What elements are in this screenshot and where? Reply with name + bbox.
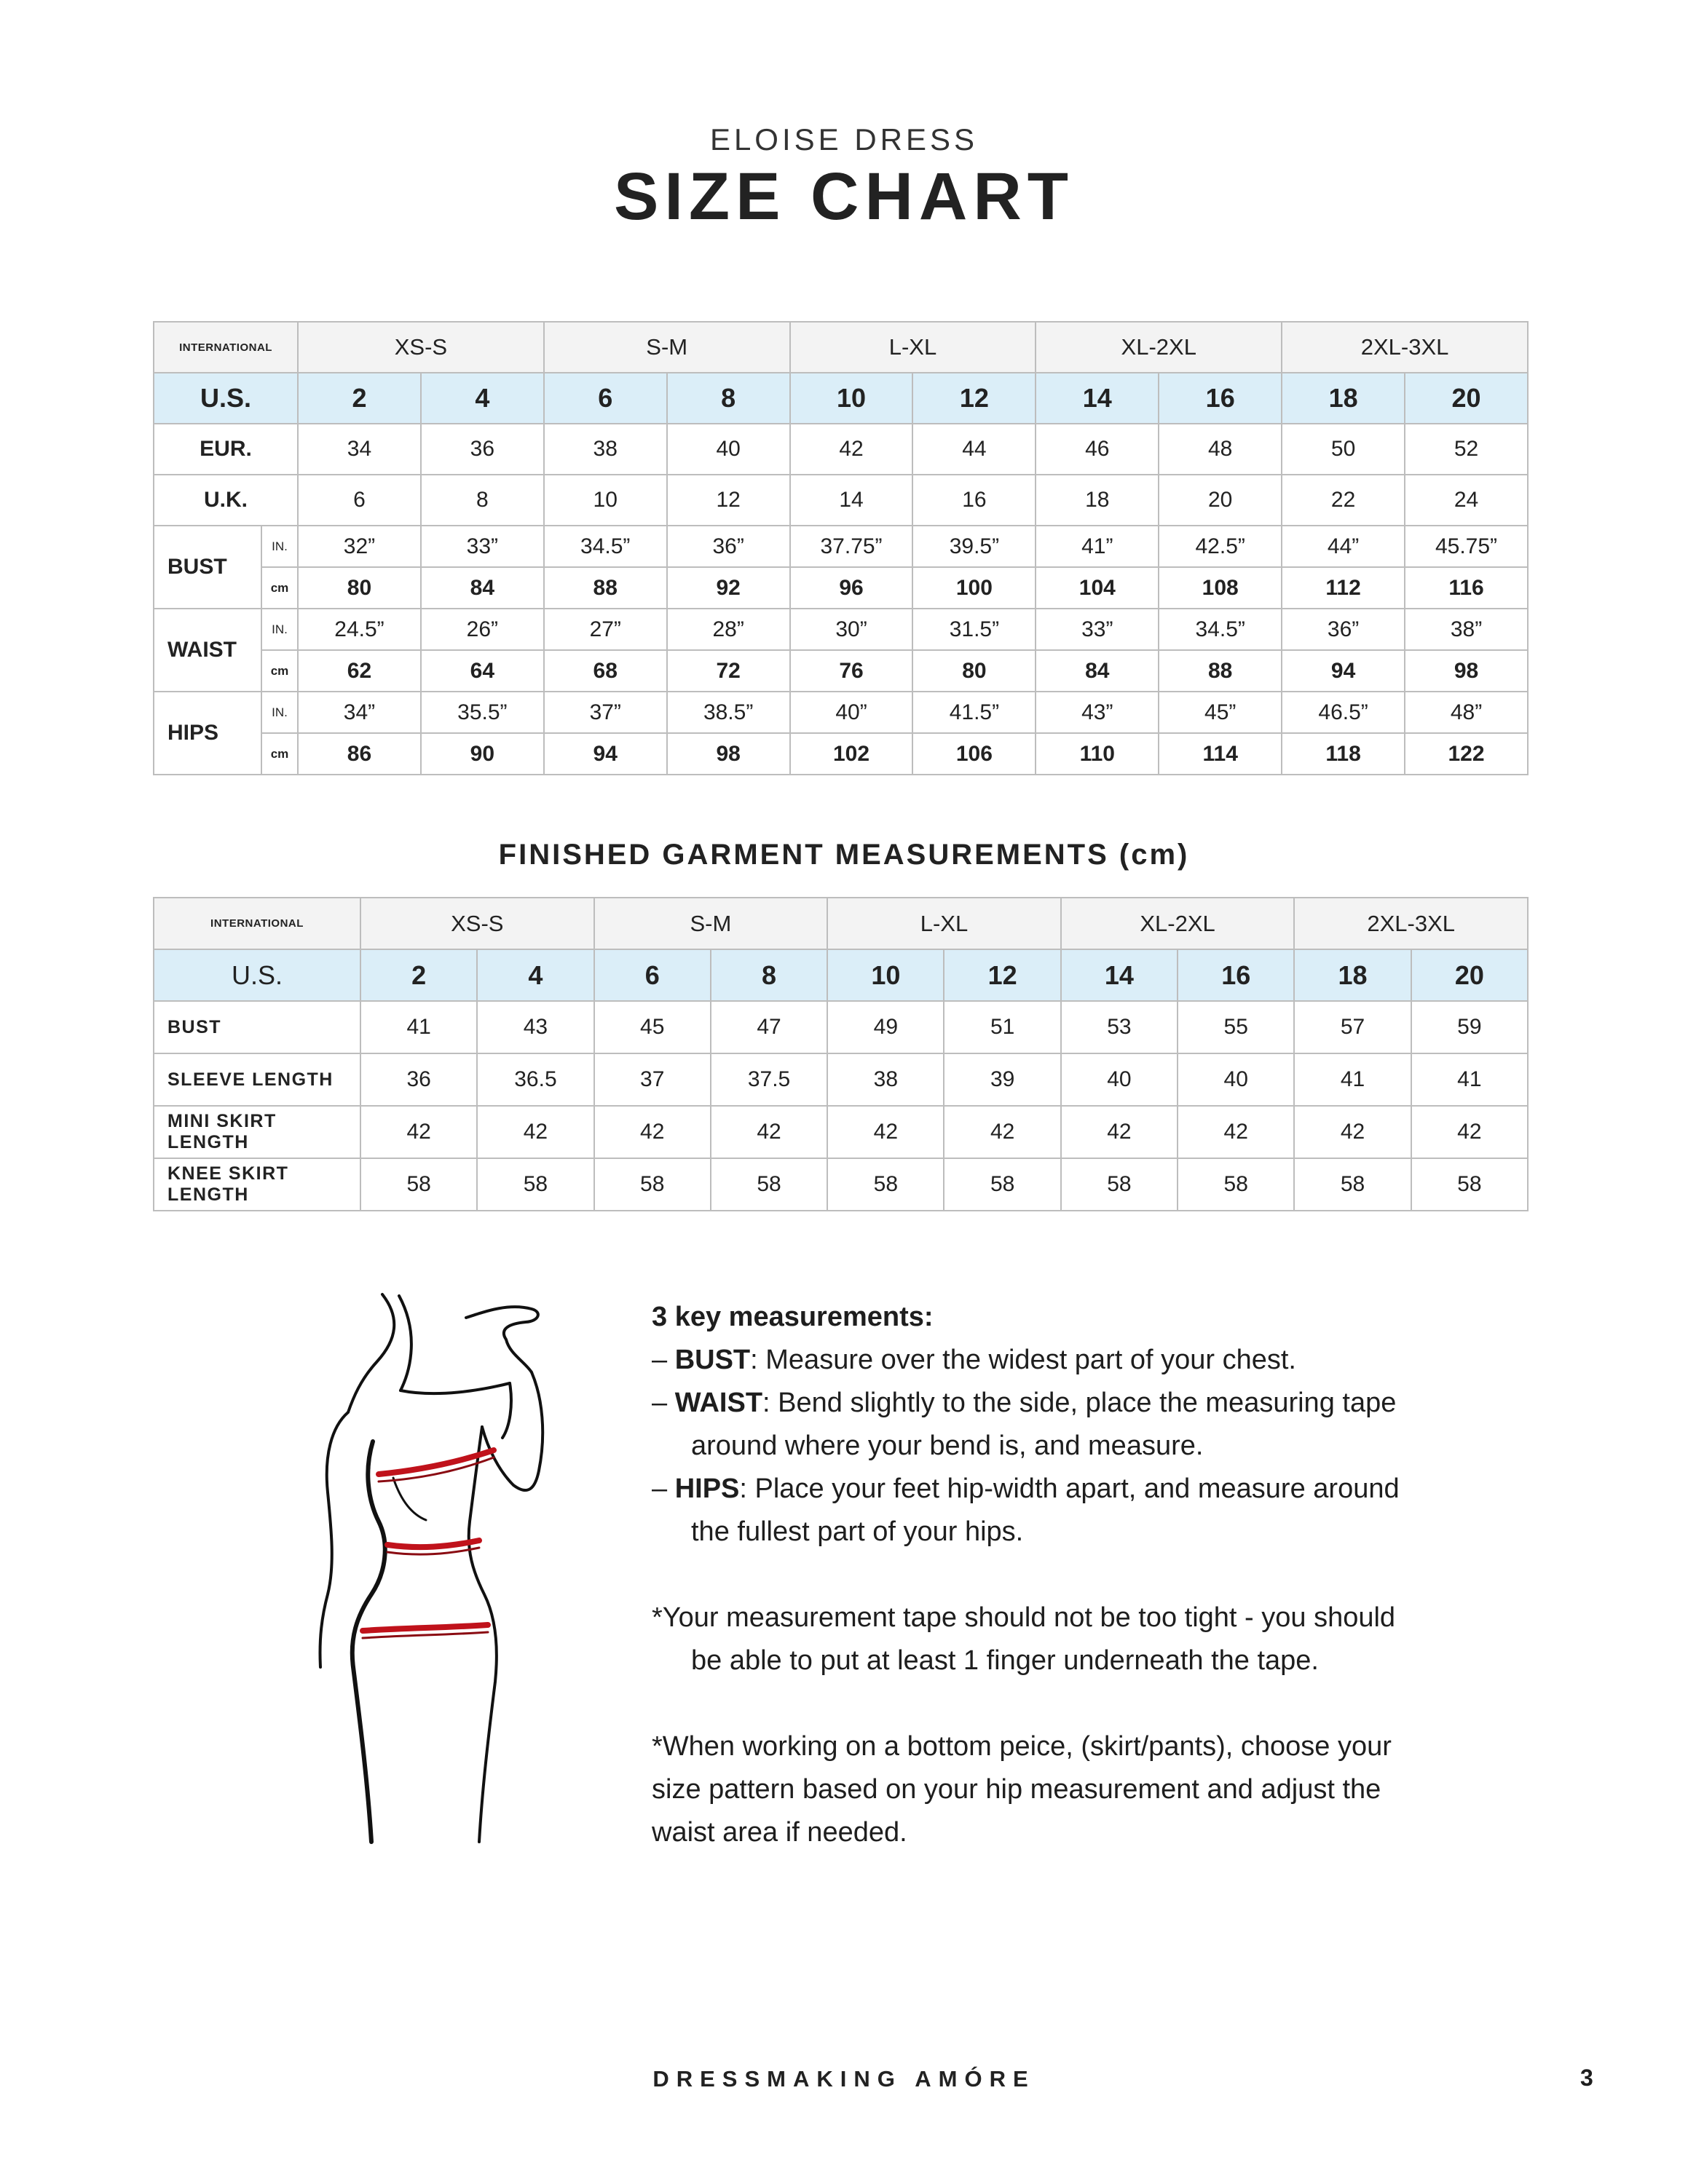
eur-size-cell: 36 (421, 424, 544, 475)
waist-cm-cell: 94 (1282, 650, 1405, 692)
bust-term: BUST (674, 1345, 751, 1375)
unit-in-label: IN. (261, 609, 298, 650)
waist-cm-row (154, 650, 1528, 692)
us-size-cell: 14 (1036, 373, 1159, 424)
eur-size-cell: 34 (298, 424, 421, 475)
hips-in-cell: 35.5” (421, 692, 544, 733)
hips-cm-cell: 90 (421, 733, 544, 775)
eur-size-cell: 48 (1159, 424, 1282, 475)
uk-size-cell: 12 (667, 475, 790, 526)
garment-size-group-header: 2XL-3XL (1294, 898, 1528, 949)
bust-cm-cell: 80 (298, 567, 421, 609)
garment-mini-skirt-length-row (154, 1106, 1528, 1158)
waist-in-cell: 34.5” (1159, 609, 1282, 650)
garment-us-size-cell: 10 (827, 949, 944, 1001)
size-group-header: XS-S (298, 322, 544, 373)
garment-mini-skirt-length-cell: 42 (827, 1106, 944, 1158)
size-group-header: L-XL (790, 322, 1036, 373)
hips-text: : Place your feet hip-width apart, and measure around (739, 1473, 1400, 1504)
eur-size-row (154, 424, 1528, 475)
uk-size-cell: 18 (1036, 475, 1159, 526)
bust-cm-cell: 100 (912, 567, 1036, 609)
bust-in-cell: 33” (421, 526, 544, 567)
garment-us-size-cell: 4 (477, 949, 593, 1001)
garment-size-group-header: L-XL (827, 898, 1061, 949)
garment-sleeve-length-cell: 38 (827, 1053, 944, 1106)
garment-bust-cell: 45 (594, 1001, 711, 1053)
unit-cm-label: cm (261, 650, 298, 692)
hips-cm-cell: 122 (1405, 733, 1528, 775)
garment-bust-cell: 59 (1411, 1001, 1528, 1053)
garment-knee-skirt-length-cell: 58 (1178, 1158, 1294, 1211)
us-size-cell: 4 (421, 373, 544, 424)
uk-size-cell: 6 (298, 475, 421, 526)
garment-mini-skirt-length-cell: 42 (477, 1106, 593, 1158)
bust-cm-cell: 84 (421, 567, 544, 609)
garment-bust-label: BUST (154, 1001, 360, 1053)
uk-size-cell: 20 (1159, 475, 1282, 526)
size-group-header: 2XL-3XL (1282, 322, 1528, 373)
bust-in-cell: 32” (298, 526, 421, 567)
waist-instruction: – WAIST: Bend slightly to the side, place the measuring tape (652, 1388, 1397, 1418)
garment-sleeve-length-cell: 36.5 (477, 1053, 593, 1106)
waist-in-cell: 26” (421, 609, 544, 650)
eur-size-cell: 40 (667, 424, 790, 475)
garment-sleeve-length-cell: 37.5 (711, 1053, 827, 1106)
hips-cm-cell: 118 (1282, 733, 1405, 775)
uk-size-cell: 22 (1282, 475, 1405, 526)
us-size-cell: 10 (790, 373, 913, 424)
bust-cm-cell: 112 (1282, 567, 1405, 609)
hips-in-cell: 40” (790, 692, 913, 733)
hips-in-cell: 46.5” (1282, 692, 1405, 733)
garment-mini-skirt-length-label: MINI SKIRT LENGTH (154, 1106, 360, 1158)
bust-in-cell: 34.5” (544, 526, 667, 567)
waist-text: : Bend slightly to the side, place the measuring tape (762, 1388, 1397, 1418)
body-measurement-illustration (291, 1289, 597, 1849)
bust-in-cell: 39.5” (912, 526, 1036, 567)
bust-instruction: – BUST: Measure over the widest part of your chest. (652, 1345, 1296, 1375)
bust-cm-cell: 104 (1036, 567, 1159, 609)
garment-knee-skirt-length-cell: 58 (944, 1158, 1060, 1211)
garment-us-size-cell: 18 (1294, 949, 1411, 1001)
hips-in-cell: 34” (298, 692, 421, 733)
unit-cm-label: cm (261, 733, 298, 775)
hips-in-cell: 45” (1159, 692, 1282, 733)
waist-in-cell: 27” (544, 609, 667, 650)
garment-us-size-cell: 16 (1178, 949, 1294, 1001)
bust-cm-cell: 92 (667, 567, 790, 609)
garment-measurements-table (153, 897, 1529, 1211)
waist-cm-cell: 64 (421, 650, 544, 692)
tape-note-cont: be able to put at least 1 finger underneath the tape. (691, 1645, 1319, 1676)
us-size-cell: 16 (1159, 373, 1282, 424)
size-group-header: S-M (544, 322, 790, 373)
unit-in-label: IN. (261, 692, 298, 733)
waist-in-cell: 33” (1036, 609, 1159, 650)
bust-cm-cell: 116 (1405, 567, 1528, 609)
eur-size-cell: 52 (1405, 424, 1528, 475)
garment-table-title: FINISHED GARMENT MEASUREMENTS (cm) (498, 839, 1190, 871)
uk-label: U.K. (154, 475, 298, 526)
tape-note: *Your measurement tape should not be too tight - you should (652, 1602, 1396, 1633)
waist-in-row (154, 609, 1528, 650)
us-size-row (154, 373, 1528, 424)
hips-cm-cell: 110 (1036, 733, 1159, 775)
garment-bust-cell: 49 (827, 1001, 944, 1053)
garment-sleeve-length-cell: 37 (594, 1053, 711, 1106)
hips-instruction: – HIPS: Place your feet hip-width apart, and measure around (652, 1473, 1400, 1504)
bust-in-cell: 37.75” (790, 526, 913, 567)
bust-in-cell: 45.75” (1405, 526, 1528, 567)
eur-label: EUR. (154, 424, 298, 475)
waist-cm-cell: 88 (1159, 650, 1282, 692)
waist-cm-cell: 80 (912, 650, 1036, 692)
garment-sleeve-length-cell: 41 (1294, 1053, 1411, 1106)
hips-cm-cell: 86 (298, 733, 421, 775)
bust-cm-cell: 96 (790, 567, 913, 609)
uk-size-cell: 24 (1405, 475, 1528, 526)
garment-knee-skirt-length-cell: 58 (477, 1158, 593, 1211)
body-size-table (153, 321, 1529, 775)
garment-us-label: U.S. (154, 949, 360, 1001)
garment-mini-skirt-length-cell: 42 (1411, 1106, 1528, 1158)
garment-knee-skirt-length-row (154, 1158, 1528, 1211)
garment-mini-skirt-length-cell: 42 (594, 1106, 711, 1158)
garment-size-group-header: S-M (594, 898, 828, 949)
bust-cm-cell: 108 (1159, 567, 1282, 609)
uk-size-cell: 10 (544, 475, 667, 526)
garment-mini-skirt-length-cell: 42 (711, 1106, 827, 1158)
garment-intl-header-row (154, 898, 1528, 949)
bottom-piece-note-3: waist area if needed. (652, 1817, 907, 1848)
eur-size-cell: 44 (912, 424, 1036, 475)
garment-sleeve-length-cell: 39 (944, 1053, 1060, 1106)
garment-bust-cell: 55 (1178, 1001, 1294, 1053)
us-size-cell: 8 (667, 373, 790, 424)
garment-sleeve-length-cell: 36 (360, 1053, 477, 1106)
garment-mini-skirt-length-cell: 42 (1178, 1106, 1294, 1158)
garment-us-size-cell: 14 (1061, 949, 1178, 1001)
garment-sleeve-length-row (154, 1053, 1528, 1106)
garment-mini-skirt-length-cell: 42 (1294, 1106, 1411, 1158)
hips-instruction-cont: the fullest part of your hips. (691, 1516, 1024, 1547)
garment-sleeve-length-cell: 40 (1178, 1053, 1294, 1106)
garment-knee-skirt-length-cell: 58 (1411, 1158, 1528, 1211)
hips-in-cell: 37” (544, 692, 667, 733)
bottom-piece-note-2: size pattern based on your hip measurement and adjust the (652, 1774, 1381, 1805)
waist-in-cell: 30” (790, 609, 913, 650)
waist-cm-cell: 62 (298, 650, 421, 692)
garment-us-size-cell: 6 (594, 949, 711, 1001)
garment-knee-skirt-length-cell: 58 (711, 1158, 827, 1211)
eur-size-cell: 42 (790, 424, 913, 475)
garment-mini-skirt-length-cell: 42 (360, 1106, 477, 1158)
waist-in-cell: 38” (1405, 609, 1528, 650)
hips-cm-cell: 114 (1159, 733, 1282, 775)
unit-cm-label: cm (261, 567, 298, 609)
measurement-instructions (652, 1296, 1526, 1854)
hips-in-cell: 41.5” (912, 692, 1036, 733)
waist-label: WAIST (154, 609, 261, 692)
bust-label: BUST (154, 526, 261, 609)
hips-cm-cell: 94 (544, 733, 667, 775)
us-size-cell: 20 (1405, 373, 1528, 424)
hips-in-cell: 48” (1405, 692, 1528, 733)
garment-sleeve-length-cell: 40 (1061, 1053, 1178, 1106)
garment-us-size-cell: 8 (711, 949, 827, 1001)
eur-size-cell: 50 (1282, 424, 1405, 475)
eur-size-cell: 38 (544, 424, 667, 475)
garment-bust-cell: 43 (477, 1001, 593, 1053)
uk-size-row (154, 475, 1528, 526)
bust-in-cell: 44” (1282, 526, 1405, 567)
hips-cm-cell: 98 (667, 733, 790, 775)
us-label: U.S. (154, 373, 298, 424)
intl-header-row (154, 322, 1528, 373)
garment-knee-skirt-length-cell: 58 (827, 1158, 944, 1211)
garment-size-group-header: XL-2XL (1061, 898, 1295, 949)
intl-label: INTERNATIONAL (154, 322, 298, 373)
garment-knee-skirt-length-cell: 58 (594, 1158, 711, 1211)
garment-knee-skirt-length-cell: 58 (1061, 1158, 1178, 1211)
waist-in-cell: 36” (1282, 609, 1405, 650)
waist-term: WAIST (674, 1388, 763, 1418)
garment-bust-cell: 57 (1294, 1001, 1411, 1053)
bust-cm-cell: 88 (544, 567, 667, 609)
instructions-heading: 3 key measurements: (652, 1302, 934, 1332)
garment-knee-skirt-length-label: KNEE SKIRT LENGTH (154, 1158, 360, 1211)
garment-us-size-row (154, 949, 1528, 1001)
page-number: 3 (1580, 2065, 1593, 2091)
bust-in-row (154, 526, 1528, 567)
garment-knee-skirt-length-cell: 58 (360, 1158, 477, 1211)
garment-bust-cell: 51 (944, 1001, 1060, 1053)
hips-label: HIPS (154, 692, 261, 775)
garment-us-size-cell: 2 (360, 949, 477, 1001)
us-size-cell: 12 (912, 373, 1036, 424)
us-size-cell: 6 (544, 373, 667, 424)
waist-cm-cell: 76 (790, 650, 913, 692)
garment-bust-cell: 53 (1061, 1001, 1178, 1053)
waist-instruction-cont: around where your bend is, and measure. (691, 1431, 1204, 1461)
hips-in-cell: 38.5” (667, 692, 790, 733)
garment-bust-row (154, 1001, 1528, 1053)
garment-bust-cell: 41 (360, 1001, 477, 1053)
garment-size-group-header: XS-S (360, 898, 594, 949)
garment-bust-cell: 47 (711, 1001, 827, 1053)
waist-in-cell: 28” (667, 609, 790, 650)
waist-cm-cell: 98 (1405, 650, 1528, 692)
garment-mini-skirt-length-cell: 42 (944, 1106, 1060, 1158)
hips-cm-cell: 102 (790, 733, 913, 775)
eur-size-cell: 46 (1036, 424, 1159, 475)
garment-sleeve-length-label: SLEEVE LENGTH (154, 1053, 360, 1106)
garment-intl-label: INTERNATIONAL (154, 898, 360, 949)
bust-in-cell: 36” (667, 526, 790, 567)
us-size-cell: 18 (1282, 373, 1405, 424)
hips-cm-cell: 106 (912, 733, 1036, 775)
brand-footer: DRESSMAKING AMÓRE (652, 2066, 1036, 2092)
garment-us-size-cell: 20 (1411, 949, 1528, 1001)
waist-cm-cell: 84 (1036, 650, 1159, 692)
bust-in-cell: 42.5” (1159, 526, 1282, 567)
bust-text: : Measure over the widest part of your chest. (750, 1345, 1296, 1375)
hips-in-cell: 43” (1036, 692, 1159, 733)
bust-in-cell: 41” (1036, 526, 1159, 567)
unit-in-label: IN. (261, 526, 298, 567)
size-group-header: XL-2XL (1036, 322, 1282, 373)
waist-cm-cell: 68 (544, 650, 667, 692)
garment-mini-skirt-length-cell: 42 (1061, 1106, 1178, 1158)
garment-knee-skirt-length-cell: 58 (1294, 1158, 1411, 1211)
dress-name: ELOISE DRESS (709, 122, 979, 157)
us-size-cell: 2 (298, 373, 421, 424)
waist-in-cell: 24.5” (298, 609, 421, 650)
bottom-piece-note: *When working on a bottom peice, (skirt/pants), choose your (652, 1731, 1392, 1762)
bust-cm-row (154, 567, 1528, 609)
garment-sleeve-length-cell: 41 (1411, 1053, 1528, 1106)
uk-size-cell: 14 (790, 475, 913, 526)
hips-term: HIPS (674, 1473, 740, 1504)
waist-in-cell: 31.5” (912, 609, 1036, 650)
hips-in-row (154, 692, 1528, 733)
garment-us-size-cell: 12 (944, 949, 1060, 1001)
page-title: SIZE CHART (614, 159, 1074, 234)
waist-cm-cell: 72 (667, 650, 790, 692)
uk-size-cell: 8 (421, 475, 544, 526)
uk-size-cell: 16 (912, 475, 1036, 526)
hips-cm-row (154, 733, 1528, 775)
